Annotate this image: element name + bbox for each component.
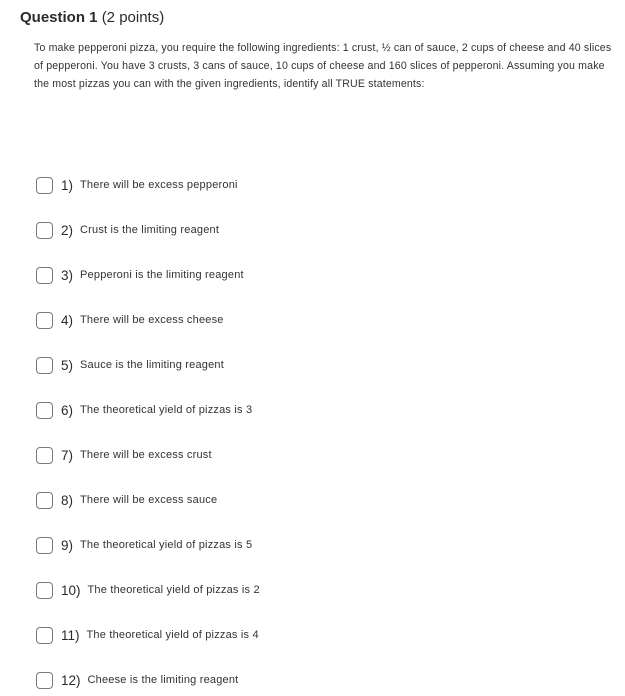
option-number: 10): [61, 582, 81, 598]
answer-option[interactable]: [36, 264, 244, 286]
option-number: 1): [61, 177, 74, 193]
answer-option[interactable]: [36, 309, 224, 331]
option-label: The theoretical yield of pizzas is 3: [80, 404, 253, 416]
option-number: 7): [61, 447, 74, 463]
option-number: 11): [61, 627, 80, 643]
checkbox[interactable]: [36, 537, 53, 554]
option-label: The theoretical yield of pizzas is 4: [86, 629, 259, 641]
checkbox[interactable]: [36, 267, 53, 284]
answer-option[interactable]: [36, 624, 259, 646]
answer-option[interactable]: [36, 354, 224, 376]
checkbox[interactable]: [36, 402, 53, 419]
option-number: 8): [61, 492, 74, 508]
option-label: There will be excess cheese: [80, 314, 224, 326]
question-text: To make pepperoni pizza, you require the following ingredients: 1 crust, ½ can of sauce, 2 cups of cheese and 40 slices of pepperoni. You have 3 crusts, 3 cans of sauce, 10 cups of cheese and 160 slices of pepperoni. Assuming you make the most pizzas you can with the given ingredients, identify all TRUE statements:: [34, 42, 612, 90]
option-number: 3): [61, 267, 74, 283]
answer-option[interactable]: [36, 579, 260, 601]
option-number: 12): [61, 672, 81, 688]
checkbox[interactable]: [36, 222, 53, 239]
question-header: [20, 9, 164, 26]
answer-option[interactable]: [36, 444, 212, 466]
option-label: Cheese is the limiting reagent: [87, 674, 239, 686]
option-number: 4): [61, 312, 74, 328]
checkbox[interactable]: [36, 447, 53, 464]
checkbox[interactable]: [36, 627, 53, 644]
option-label: There will be excess crust: [80, 449, 212, 461]
checkbox[interactable]: [36, 177, 53, 194]
question-points: (2 points): [101, 9, 165, 26]
option-label: Pepperoni is the limiting reagent: [80, 269, 244, 281]
checkbox[interactable]: [36, 672, 53, 689]
answer-option[interactable]: [36, 534, 252, 556]
option-label: The theoretical yield of pizzas is 5: [80, 539, 253, 551]
option-label: Crust is the limiting reagent: [80, 224, 220, 236]
answer-option[interactable]: [36, 399, 252, 421]
answer-option[interactable]: [36, 669, 238, 691]
option-label: There will be excess sauce: [80, 494, 218, 506]
checkbox[interactable]: [36, 492, 53, 509]
question-number: Question 1: [20, 9, 98, 26]
checkbox[interactable]: [36, 357, 53, 374]
answer-option[interactable]: [36, 489, 217, 511]
answer-option[interactable]: [36, 219, 219, 241]
option-number: 6): [61, 402, 74, 418]
option-number: 2): [61, 222, 74, 238]
option-label: Sauce is the limiting reagent: [80, 359, 225, 371]
option-number: 9): [61, 537, 74, 553]
checkbox[interactable]: [36, 582, 53, 599]
answer-option[interactable]: [36, 174, 238, 196]
option-label: The theoretical yield of pizzas is 2: [87, 584, 260, 596]
option-label: There will be excess pepperoni: [80, 179, 238, 191]
option-number: 5): [61, 357, 74, 373]
checkbox[interactable]: [36, 312, 53, 329]
